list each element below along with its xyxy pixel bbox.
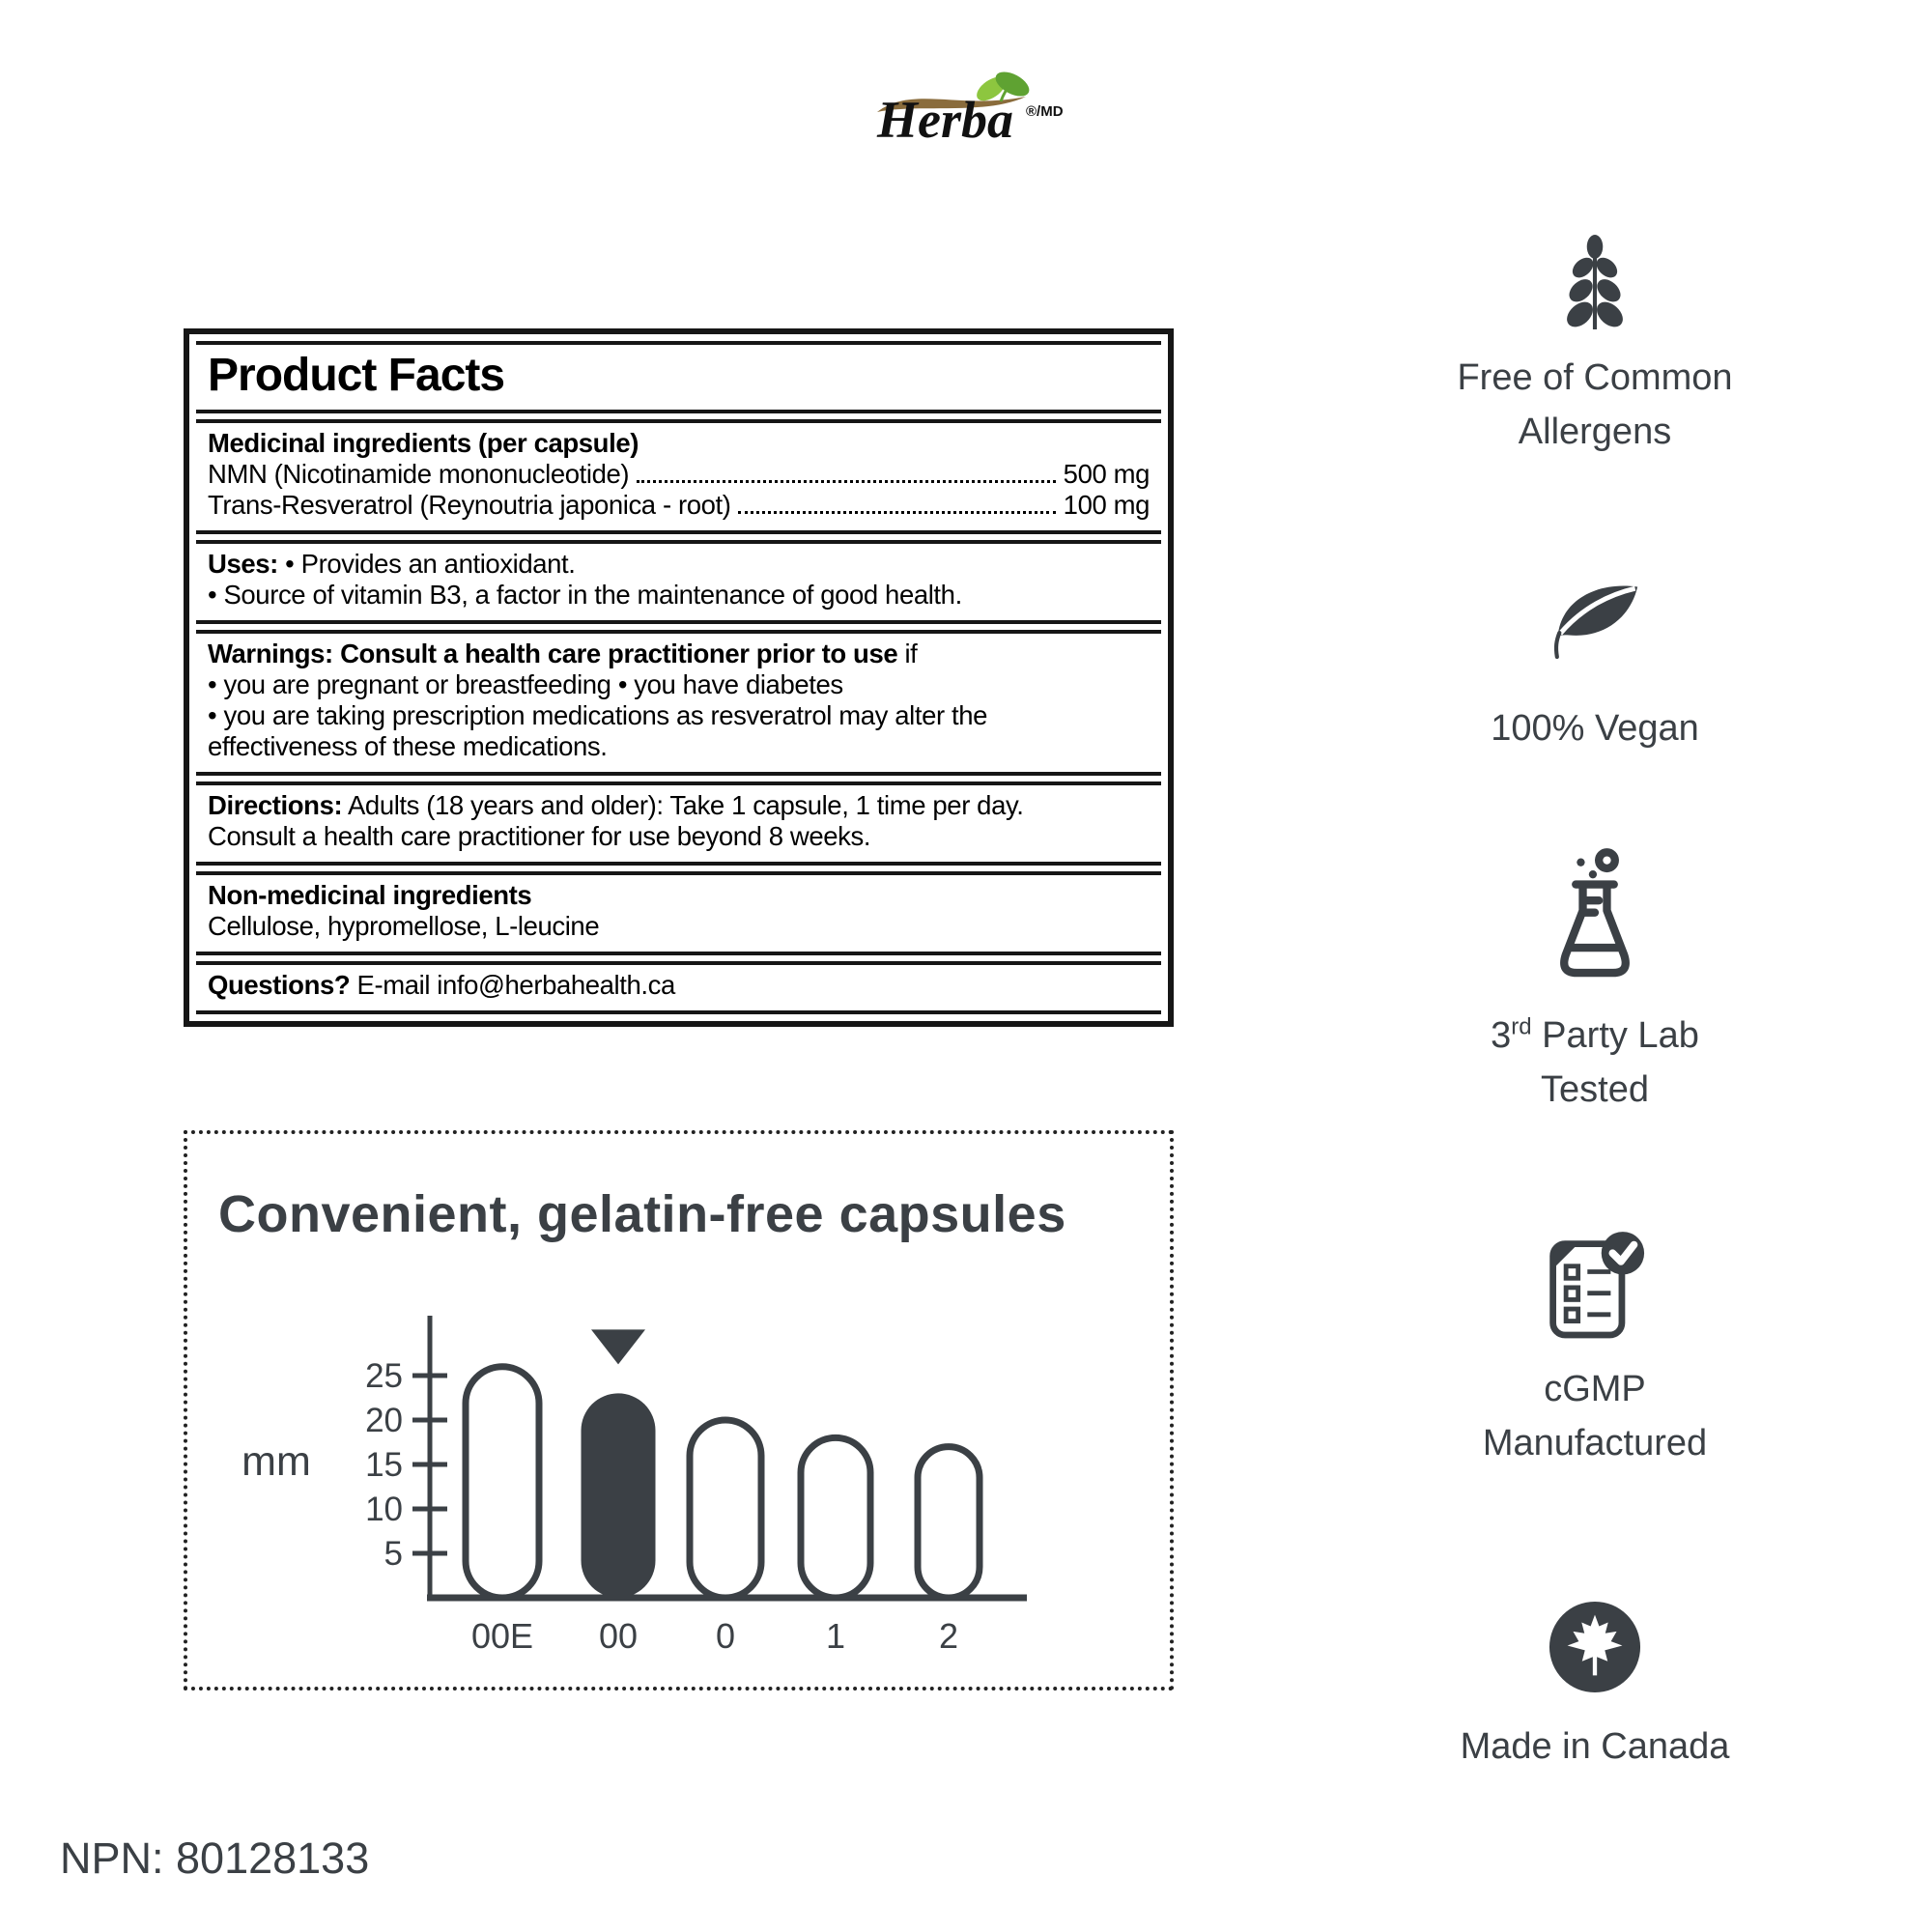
selected-capsule-arrow <box>591 1329 645 1364</box>
uses-label: Uses: <box>208 549 278 579</box>
capsule-size-label: 00E <box>470 1616 534 1656</box>
brand-name: Herba <box>877 91 1013 149</box>
warnings-line-4: effectiveness of these medications. <box>208 731 608 761</box>
brand-trademark: ®/MD <box>1026 103 1064 120</box>
directions-label: Directions: <box>208 790 343 820</box>
ingredient-name: NMN (Nicotinamide mononucleotide) <box>208 459 630 489</box>
flask-icon <box>1545 848 1645 993</box>
y-axis-unit-label: mm <box>242 1438 311 1485</box>
badge-label: 100% Vegan <box>1491 708 1699 749</box>
clipboard-check-icon <box>1544 1229 1646 1341</box>
nonmedicinal-section <box>196 871 1161 955</box>
uses-section <box>196 540 1161 624</box>
product-facts-title: Product Facts <box>196 341 1161 413</box>
directions-line-2: Consult a health care practitioner for use beyond 8 weeks. <box>208 821 871 851</box>
warnings-tail: if <box>897 639 918 668</box>
capsule-panel <box>184 1130 1174 1690</box>
warnings-line-2: • you are pregnant or breastfeeding • you have diabetes <box>208 669 843 699</box>
warnings-section <box>196 630 1161 776</box>
y-tick-label: 25 <box>365 1357 403 1395</box>
directions-line-1 <box>208 790 1150 821</box>
capsule-size-0 <box>690 1420 761 1598</box>
ingredient-amount: 500 mg <box>1063 459 1150 489</box>
badge-label: Manufactured <box>1482 1423 1708 1463</box>
ingredient-name: Trans-Resveratrol (Reynoutria japonica - root) <box>208 490 731 520</box>
ingredient-amount: 100 mg <box>1063 490 1150 520</box>
badge-label: Tested <box>1541 1069 1649 1110</box>
medicinal-heading: Medicinal ingredients (per capsule) <box>208 428 639 458</box>
warnings-bold-text: Consult a health care practitioner prior to use <box>340 639 898 668</box>
directions-section <box>196 781 1161 866</box>
capsule-size-00 <box>582 1393 656 1598</box>
warnings-line-1 <box>208 639 1150 669</box>
badge-label: Allergens <box>1518 412 1672 452</box>
nonmedicinal-list: Cellulose, hypromellose, L-leucine <box>208 911 600 941</box>
badge-vegan <box>1392 575 1798 755</box>
uses-line-1 <box>208 549 1150 580</box>
herba-logo-art <box>821 48 1140 164</box>
directions-text: Adults (18 years and older): Take 1 capsule, 1 time per day. <box>347 790 1024 820</box>
questions-line <box>208 970 1150 1001</box>
capsule-panel-title: Convenient, gelatin-free capsules <box>218 1185 1066 1243</box>
capsule-size-2 <box>918 1447 980 1598</box>
y-tick-label: 20 <box>365 1402 403 1439</box>
ingredient-row <box>208 490 1150 521</box>
badge-label: Free of Common <box>1457 357 1733 398</box>
questions-label: Questions? <box>208 970 351 1000</box>
capsule-size-chart <box>187 1289 1178 1675</box>
maple-leaf-icon <box>1548 1600 1642 1694</box>
product-facts-panel <box>184 328 1174 1027</box>
ingredient-row <box>208 459 1150 490</box>
npn-number: NPN: 80128133 <box>60 1833 370 1883</box>
capsule-size-00E <box>466 1367 539 1598</box>
capsule-size-label: 0 <box>715 1616 736 1656</box>
capsule-size-label: 2 <box>938 1616 959 1656</box>
y-tick-label: 15 <box>365 1446 403 1484</box>
nonmedicinal-heading: Non-medicinal ingredients <box>208 880 532 910</box>
warnings-label: Warnings: <box>208 639 333 668</box>
dot-leader <box>637 480 1056 483</box>
badge-free-of-allergens <box>1392 235 1798 459</box>
badge-lab-tested <box>1392 848 1798 1117</box>
badge-label: Made in Canada <box>1460 1726 1730 1767</box>
uses-text: • Provides an antioxidant. <box>285 549 576 579</box>
medicinal-ingredients-section <box>196 419 1161 534</box>
ordinal-superscript: rd <box>1511 1013 1532 1040</box>
uses-line-2: • Source of vitamin B3, a factor in the maintenance of good health. <box>208 580 962 610</box>
y-tick-label: 10 <box>365 1491 403 1528</box>
badge-label: 3rd Party Lab <box>1491 1013 1699 1056</box>
badge-cgmp <box>1392 1229 1798 1470</box>
capsule-size-label: 00 <box>598 1616 639 1656</box>
capsule-size-1 <box>801 1437 870 1598</box>
questions-email: E-mail info@herbahealth.ca <box>356 970 675 1000</box>
badge-made-in-canada <box>1392 1600 1798 1774</box>
warnings-line-3: • you are taking prescription medications as resveratrol may alter the <box>208 700 988 730</box>
badge-label: cGMP <box>1544 1369 1646 1409</box>
dot-leader <box>738 511 1055 514</box>
capsule-size-label: 1 <box>825 1616 846 1656</box>
questions-section <box>196 961 1161 1014</box>
herba-logo <box>821 48 1140 164</box>
y-tick-label: 5 <box>384 1535 403 1573</box>
wheat-icon <box>1565 235 1625 329</box>
leaf-icon <box>1547 575 1643 667</box>
